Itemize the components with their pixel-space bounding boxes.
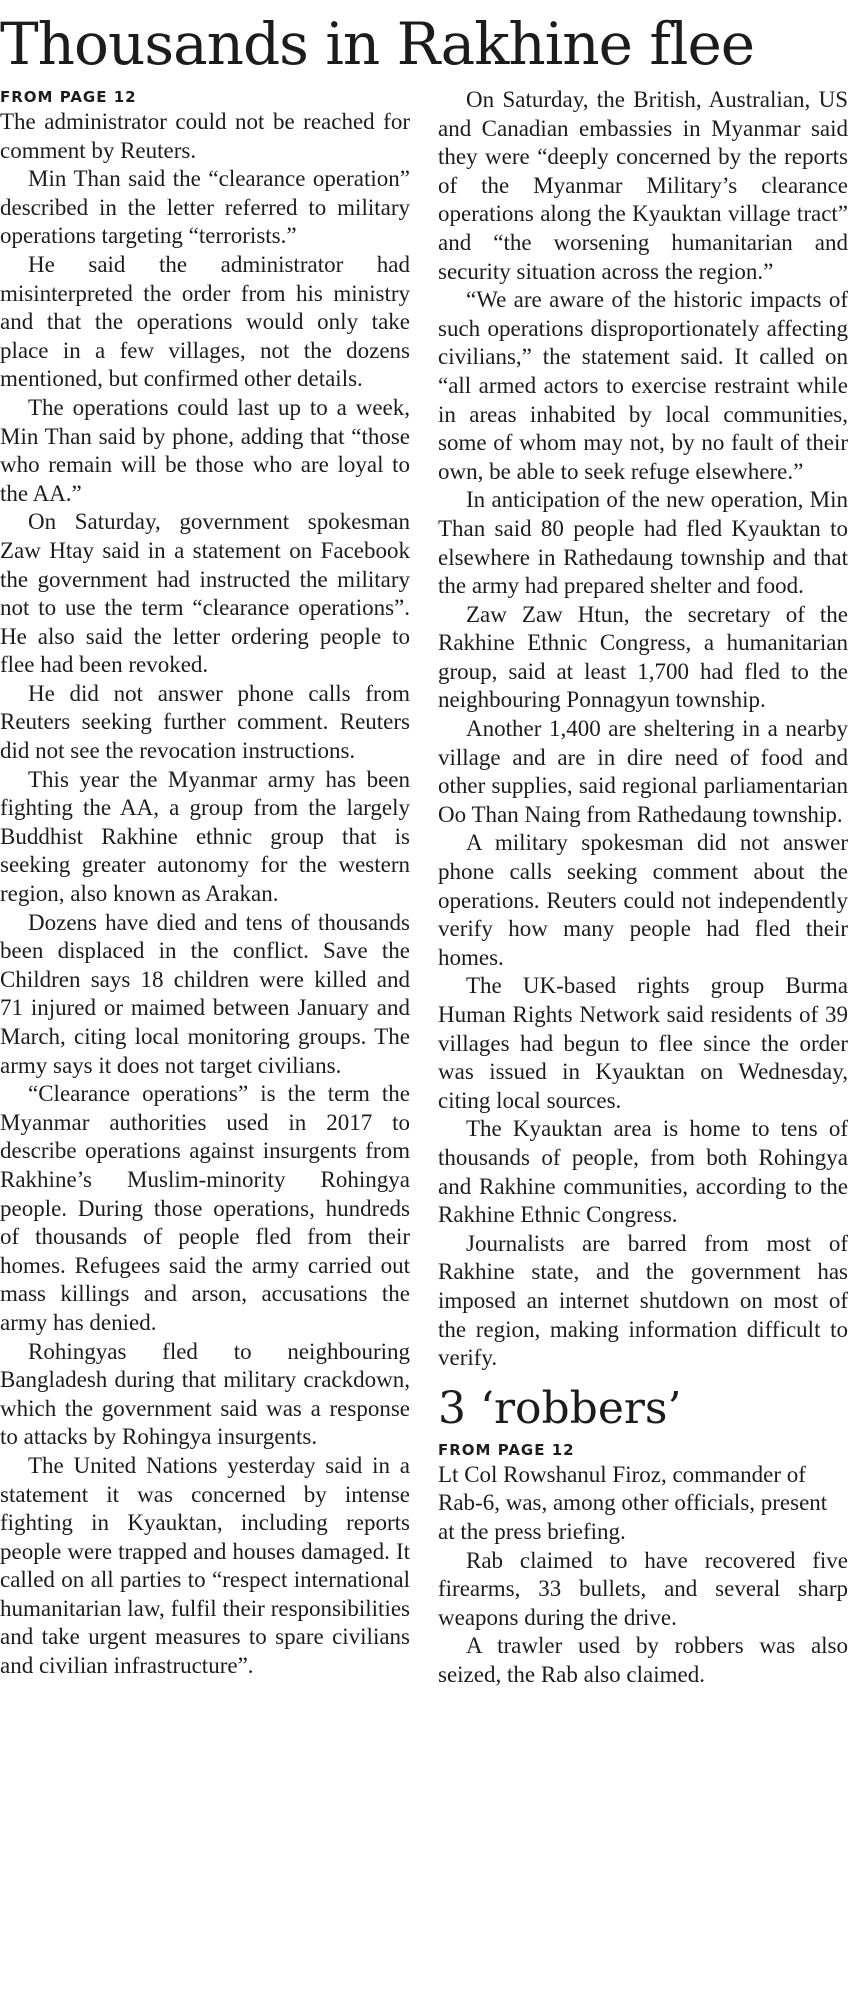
story-paragraph: In anticipation of the new operation, Min Than said 80 people had fled Kyauktan to elsewhere in Rathedaung township and that the army had prepared shelter and food. [438, 487, 848, 599]
story-paragraph: “Clearance operations” is the term the Myanmar authorities used in 2017 to describe operations against insurgents from Rakhine’s Muslim-minority Rohingya people. During those operations, hundreds of thousands of people fled from their homes. Refugees said the army carried out mass killings and arson, accusations the army has denied. [0, 1081, 410, 1335]
second-story-headline: 3 ‘robbers’ [438, 1382, 682, 1434]
second-story-paragraph: A trawler used by robbers was also seized, the Rab also claimed. [438, 1633, 848, 1687]
left-column [0, 86, 410, 1681]
story-paragraph: Journalists are barred from most of Rakhine state, and the government has imposed an internet shutdown on most of the region, making information difficult to verify. [438, 1230, 848, 1371]
story-paragraph: The UK-based rights group Burma Human Rights Network said residents of 39 villages had begun to flee since the order was issued in Kyauktan on Wednesday, citing local sources. [438, 973, 848, 1113]
second-story-paragraph: Rab claimed to have recovered five firearms, 33 bullets, and several sharp weapons during the drive. [438, 1547, 848, 1630]
story-paragraph: Min Than said the “clearance operation” described in the letter referred to military operations targeting “terrorists.” [0, 166, 410, 249]
second-story-dateline: FROM PAGE 12 [438, 1440, 575, 1459]
story-paragraph: He did not answer phone calls from Reuters seeking further comment. Reuters did not see the revocation instructions. [0, 680, 410, 764]
story-paragraph: Dozens have died and tens of thousands been displaced in the conflict. Save the Children says 18 children were killed and 71 injured or maimed between January and March, citing local monitoring groups. The army says it does not target civilians. [0, 909, 410, 1078]
story-paragraph: On Saturday, government spokesman Zaw Htay said in a statement on Facebook the government had instructed the military not to use the term “clearance operations”. He also said the letter ordering people to flee had been revoked. [0, 509, 410, 678]
story-paragraph: Rohingyas fled to neighbouring Bangladesh during that military crackdown, which the government said was a response to attacks by Rohingya insurgents. [0, 1338, 410, 1450]
story-paragraph: Zaw Zaw Htun, the secretary of the Rakhine Ethnic Congress, a humanitarian group, said at least 1,700 had fled to the neighbouring Ponnagyun township. [438, 601, 848, 713]
story-paragraph: On Saturday, the British, Australian, US and Canadian embassies in Myanmar said they were “deeply concerned by the reports of the Myanmar Military’s clearance operations along the Kyauktan village tract” and “the worsening humanitarian and security situation across the region.” [438, 87, 848, 284]
story-paragraph: A military spokesman did not answer phone calls seeking comment about the operations. Reuters could not independently verify how many people had fled their homes. [438, 830, 848, 970]
story-dateline: FROM PAGE 12 [0, 88, 137, 106]
story-headline: Thousands in Rakhine flee [0, 10, 755, 78]
story-paragraph: This year the Myanmar army has been fighting the AA, a group from the largely Buddhist Rakhine ethnic group that is seeking greater autonomy for the western region, also known as Arakan. [0, 766, 410, 907]
story-paragraph: Another 1,400 are sheltering in a nearby village and are in dire need of food and other supplies, said regional parliamentarian Oo Than Naing from Rathedaung township. [438, 716, 848, 827]
story-paragraph: He said the administrator had misinterpreted the order from his ministry and that the operations would only take place in a few villages, not the dozens mentioned, but confirmed other details. [0, 251, 410, 392]
story-paragraph: The Kyauktan area is home to tens of thousands of people, from both Rohingya and Rakhine communities, according to the Rakhine Ethnic Congress. [438, 1116, 848, 1228]
story-paragraph: “We are aware of the historic impacts of such operations disproportionately affecting civilians,” the statement said. It called on “all armed actors to exercise restraint while in areas inhabited by local communities, some of whom may not, by no fault of their own, be able to seek refuge elsewhere.” [438, 287, 848, 484]
right-column [438, 86, 848, 1689]
story-paragraph: The administrator could not be reached for comment by Reuters. [0, 109, 410, 163]
story-paragraph: The operations could last up to a week, Min Than said by phone, adding that “those who remain will be those who are loyal to the AA.” [0, 394, 410, 506]
story-paragraph: The United Nations yesterday said in a statement it was concerned by intense fighting in Kyauktan, including reports people were trapped and houses damaged. It called on all parties to “respect international humanitarian law, fulfil their responsibilities and take urgent measures to spare civilians and civilian infrastructure”. [0, 1452, 410, 1679]
second-story-paragraph: Lt Col Rowshanul Firoz, commander of Rab-6, was, among other officials, present at the press briefing. [438, 1461, 828, 1544]
